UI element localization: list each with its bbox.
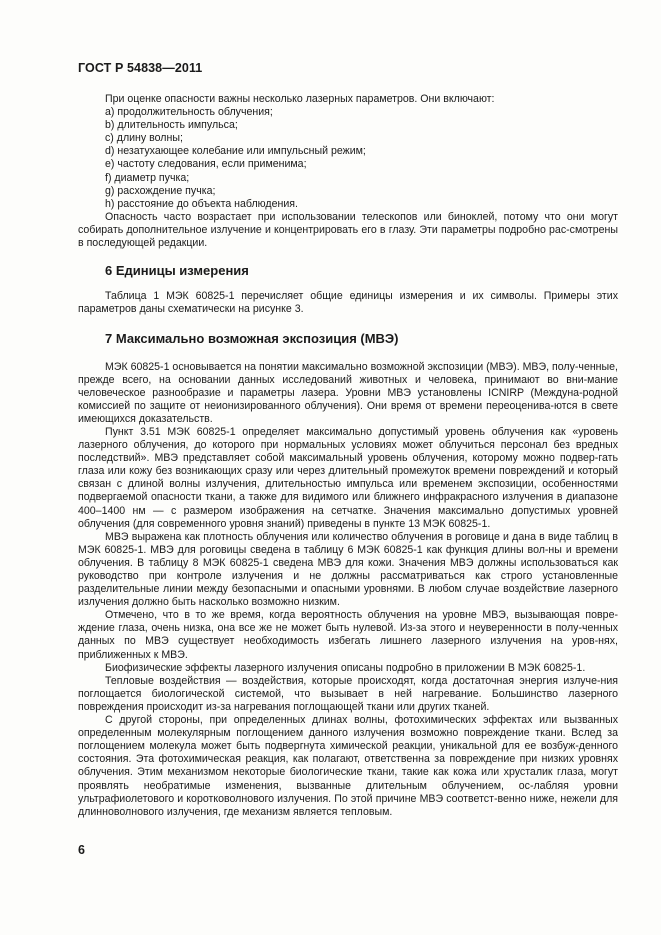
document-header: ГОСТ Р 54838—2011: [78, 61, 203, 75]
section-7-paragraph: Пункт 3.51 МЭК 60825-1 определяет максимально допустимый уровень облучения как «уровень лазерного облучения, до которого при нормальных условиях может облучиться персонал без вредных последствий». МВЭ представляет собой максимальный уровень облучения, которому можно подвер-гать глаза или кожу без возникающих сразу или через длительный промежуток времени повреждений и который связан с длиной волны излучения, длительностью импульса или временем экспозиции, особенностями подвергаемой опасности ткани, а также для видимого или ближнего инфракрасного излучения в диапазоне 400–1400 нм — с размером изображения на сетчатке. Значения максимально допустимых уровней облучения (для современного уровня знаний) приведены в пункте 13 МЭК 60825-1.: [78, 425, 618, 530]
list-item: f) диаметр пучка;: [105, 171, 190, 184]
list-item: b) длительность импульса;: [105, 119, 238, 132]
intro-lead: При оценке опасности важны несколько лазерных параметров. Они включают:: [105, 93, 495, 105]
list-item: h) расстояние до объекта наблюдения.: [105, 197, 298, 210]
list-item: d) незатухающее колебание или импульсный режим;: [105, 145, 366, 158]
list-item: a) продолжительность облучения;: [105, 106, 273, 119]
section-7-paragraph: Отмечено, что в то же время, когда вероятность облучения на уровне МВЭ, вызывающая повре-ждение глаза, очень низка, она все же не может быть нулевой. Из-за этого и неуверенности в полу-ченных данных по МВЭ существует необходимость избегать лишнего лазерного излучения на уров-нях, приближенных к МВЭ.: [78, 609, 618, 661]
page-number: 6: [78, 843, 85, 857]
section-7-paragraph: Тепловые воздействия — воздействия, которые происходят, когда достаточная энергия излуче-ния поглощается биологической системой, что вызывает в ней нагревание. Большинство лазерного повреждения происходит из-за нагревания поглощающей ткани или других тканей.: [78, 674, 618, 713]
list-item: e) частоту следования, если применима;: [105, 158, 307, 171]
section-7-paragraph: МЭК 60825-1 основывается на понятии максимально возможной экспозиции (МВЭ). МВЭ, полу-ченные, прежде всего, на основании данных исследований животных и человека, принимают во вни-мание человеческое разнообразие и параметры лазера. Уровни МВЭ установлены ICNIRP (Междуна-родной комиссией по защите от неионизированного облучения). Они время от времени переоценива-ются в свете имеющихся доказательств.: [78, 360, 618, 425]
section-7-heading: 7 Максимально возможная экспозиция (МВЭ): [105, 331, 399, 347]
intro-closing: Опасность часто возрастает при использовании телескопов или биноклей, потому что они могут собирать дополнительное излучение и концентрировать его в глазу. Эти параметры подробно рас-смотрены в последующей редакции.: [78, 210, 618, 250]
section-7-paragraph: Биофизические эффекты лазерного излучения описаны подробно в приложении В МЭК 60825-1.: [105, 661, 586, 674]
section-6-heading: 6 Единицы измерения: [105, 263, 249, 279]
page-body: [78, 93, 618, 819]
list-item: g) расхождение пучка;: [105, 184, 216, 197]
list-item: c) длину волны;: [105, 132, 183, 145]
section-7-paragraph: МВЭ выражена как плотность облучения или количество облучения в роговице и дана в виде таблиц в МЭК 60825-1. МВЭ для роговицы сведена в таблицу 6 МЭК 60825-1 как функция длины вол-ны и времени облучения. В таблицу 8 МЭК 60825-1 сведена МВЭ для кожи. Значения МВЭ должны использоваться как руководство при контроле излучения и не должны рассматриваться как строго установленные разделительные линии между безопасными и опасными уровнями. В любом случае воздействие лазерного излучения должно быть насколько возможно низким.: [78, 530, 618, 609]
section-7-paragraph: С другой стороны, при определенных длинах волны, фотохимических эффектах или вызванных определенным молекулярным поглощением данного излучения возможно повреждение ткани. Вслед за поглощением молекула может быть подвергнута химической реакции, уникальной для ее возбуж-денного состояния. Эта фотохимическая реакция, как полагают, ответственна за повреждение при низких уровнях облучения. Этим механизмом некоторые биологические ткани, такие как кожа или хрусталик глаза, могут проявлять необратимые изменения, вызванные длительным облучением, ос-лабляя уровни ультрафиолетового и коротковолнового излучения. По этой причине МВЭ соответст-венно ниже, нежели для длинноволнового излучения, где механизм является тепловым.: [78, 714, 618, 818]
section-6-text: Таблица 1 МЭК 60825-1 перечисляет общие единицы измерения и их символы. Примеры этих параметров даны схематически на рисунке 3.: [78, 290, 618, 316]
